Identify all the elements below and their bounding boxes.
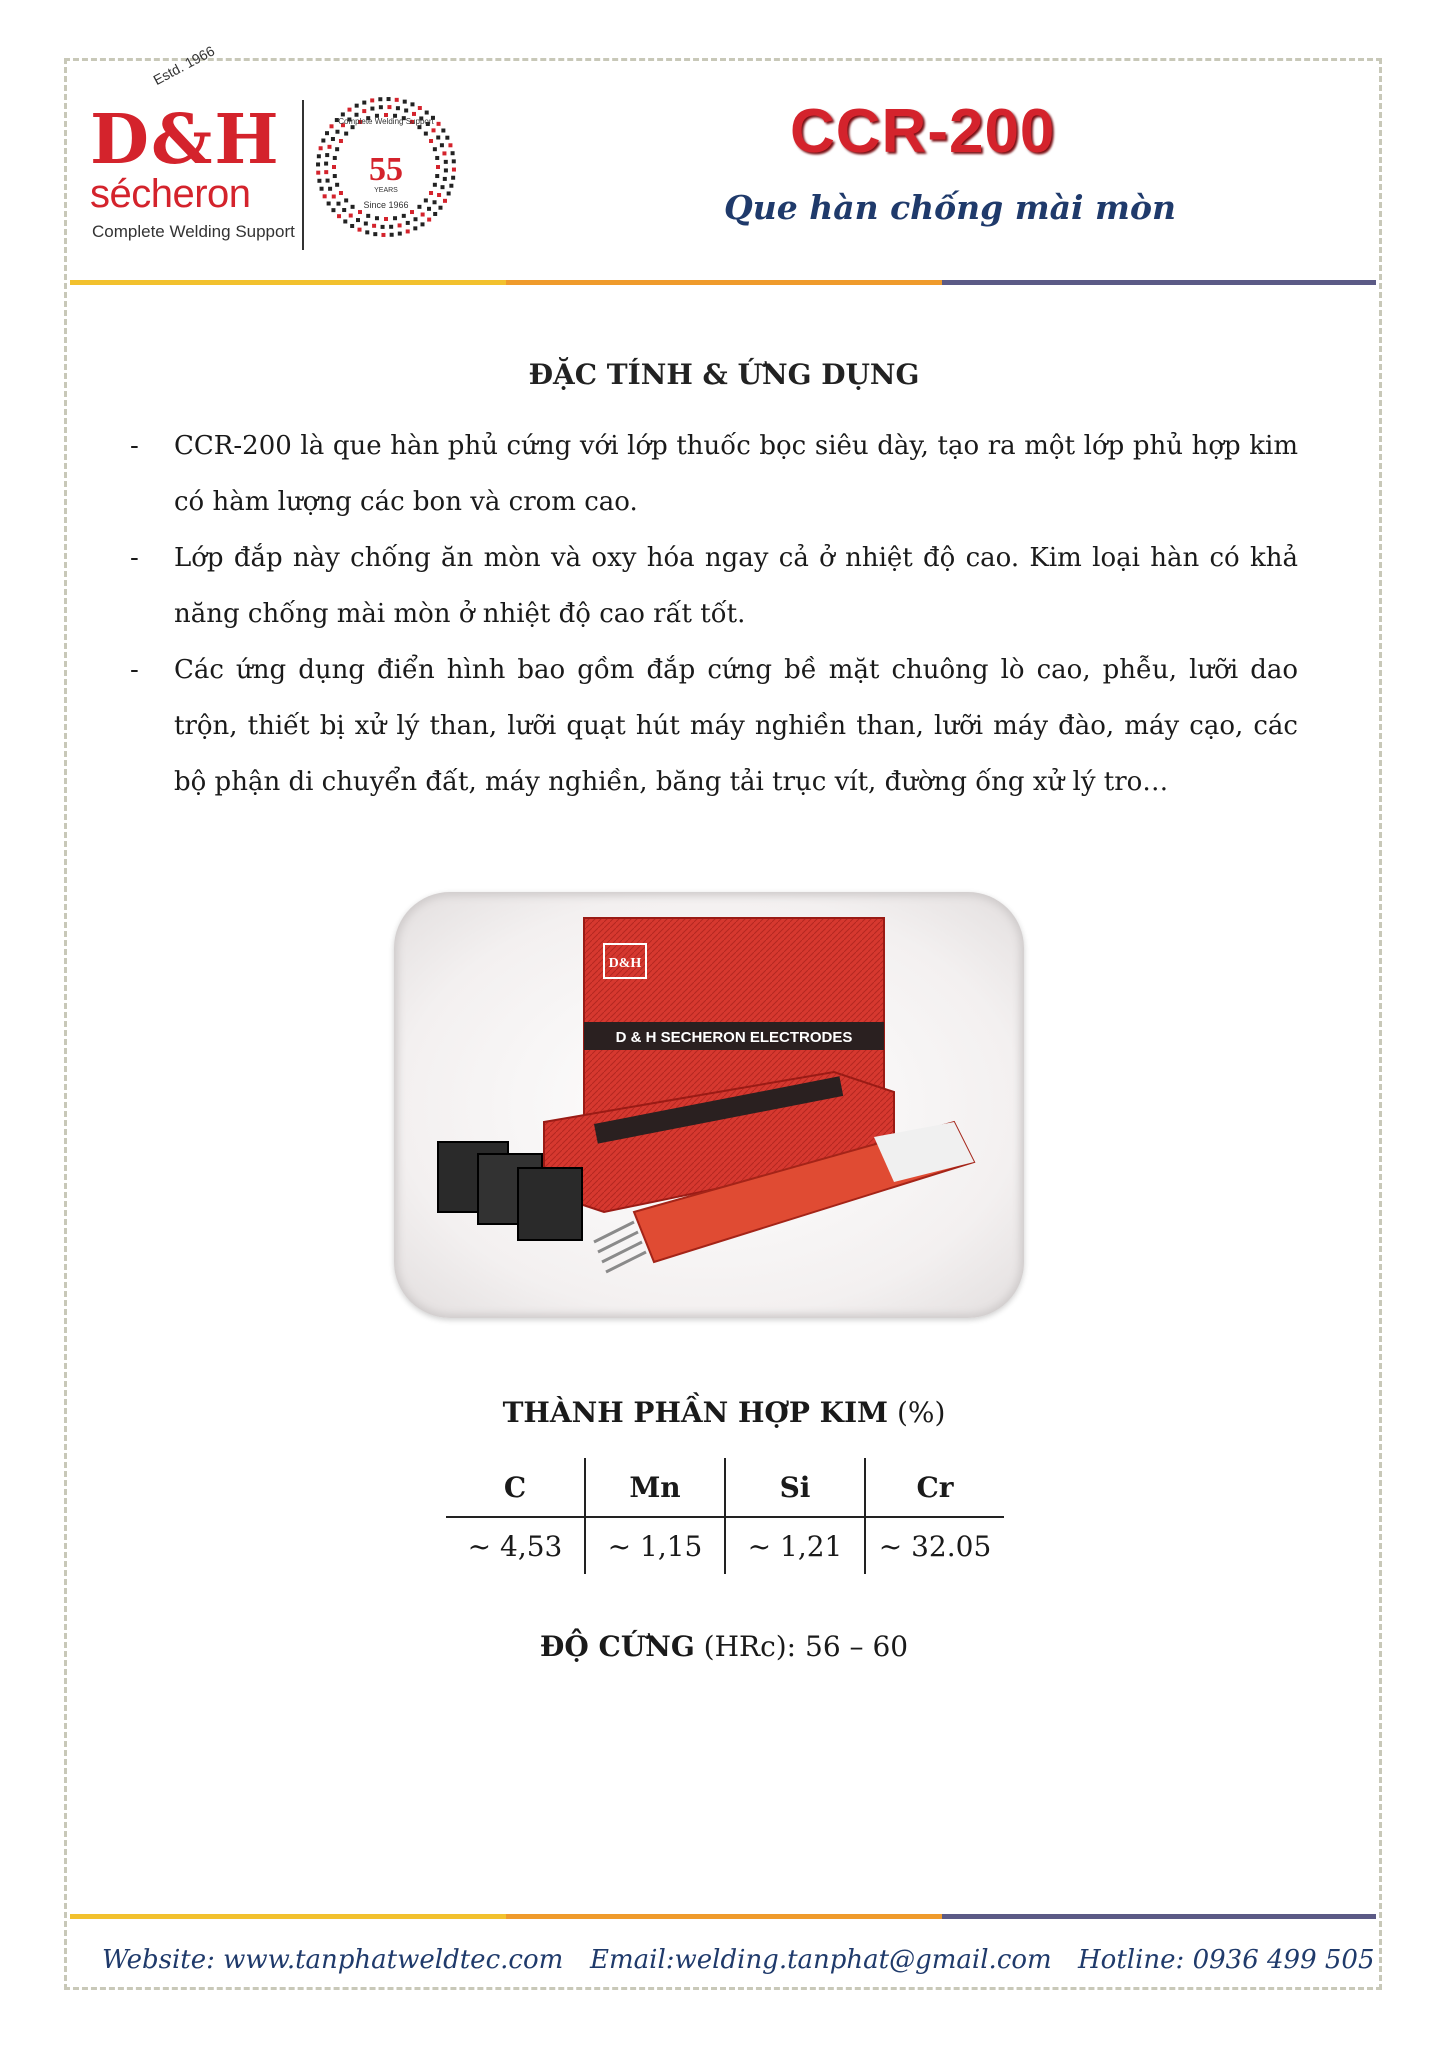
table-header: Si <box>725 1458 865 1517</box>
composition-table <box>446 1458 1004 1574</box>
company-logo <box>86 42 466 252</box>
logo-tagline: Complete Welding Support <box>92 222 295 241</box>
table-header: C <box>446 1458 585 1517</box>
product-photo <box>394 892 1024 1318</box>
table-cell: ~ 32.05 <box>865 1517 1004 1574</box>
header-rule <box>70 280 1376 285</box>
box-logo: D&H <box>608 956 642 971</box>
footer-website-link[interactable]: Website: www.tanphatweldtec.com <box>102 1945 564 1975</box>
table-cell: ~ 1,21 <box>725 1517 865 1574</box>
table-row <box>446 1517 1004 1574</box>
logo-company: sécheron <box>90 172 251 216</box>
list-item: - Lớp đắp này chống ăn mòn và oxy hóa ngay cả ở nhiệt độ cao. Kim loại hàn có khả năng chống mài mòn ở nhiệt độ cao rất tốt. <box>130 543 1298 629</box>
badge-years: YEARS <box>374 187 398 194</box>
footer-rule <box>70 1914 1376 1919</box>
product-subtitle: Que hàn chống mài mòn <box>724 188 1176 227</box>
logo-divider <box>302 100 304 250</box>
hardness-line: ĐỘ CỨNG (HRc): 56 – 60 <box>539 1630 909 1663</box>
section-heading: ĐẶC TÍNH & ỨNG DỤNG <box>528 358 920 391</box>
badge-number: 55 <box>369 151 403 188</box>
footer-hotline[interactable]: Hotline: 0936 499 505 <box>1078 1945 1375 1975</box>
table-header-row <box>446 1458 1004 1517</box>
table-cell: ~ 4,53 <box>467 1529 563 1563</box>
badge-since: Since 1966 <box>363 200 409 210</box>
logo-brand: D&H <box>90 100 281 180</box>
table-cell: ~ 1,15 <box>585 1517 725 1574</box>
anniversary-badge-icon <box>311 92 461 242</box>
product-title: CCR-200 <box>790 97 1056 166</box>
table-header: Mn <box>585 1458 725 1517</box>
table-header: Cr <box>865 1458 1004 1517</box>
feature-list <box>130 418 1298 810</box>
list-item: - Các ứng dụng điển hình bao gồm đắp cứng bề mặt chuông lò cao, phễu, lưỡi dao trộn, thiết bị xử lý than, lưỡi quạt hút máy nghiền than, lưỡi máy đào, máy cạo, các bộ phận di chuyển đất, máy nghiền, băng tải trục vít, đường ống xử lý tro… <box>130 655 1298 797</box>
list-item: - CCR-200 là que hàn phủ cứng với lớp thuốc bọc siêu dày, tạo ra một lớp phủ hợp kim có hàm lượng các bon và crom cao. <box>130 431 1298 517</box>
footer-email-link[interactable]: Email:welding.tanphat@gmail.com <box>590 1945 1052 1975</box>
box-label: D & H SECHERON ELECTRODES <box>615 1029 853 1046</box>
badge-ring-text: Complete Welding Support <box>338 117 434 126</box>
composition-title: THÀNH PHẦN HỢP KIM (%) <box>502 1396 946 1429</box>
logo-estd: Estd. 1966 <box>150 42 218 88</box>
